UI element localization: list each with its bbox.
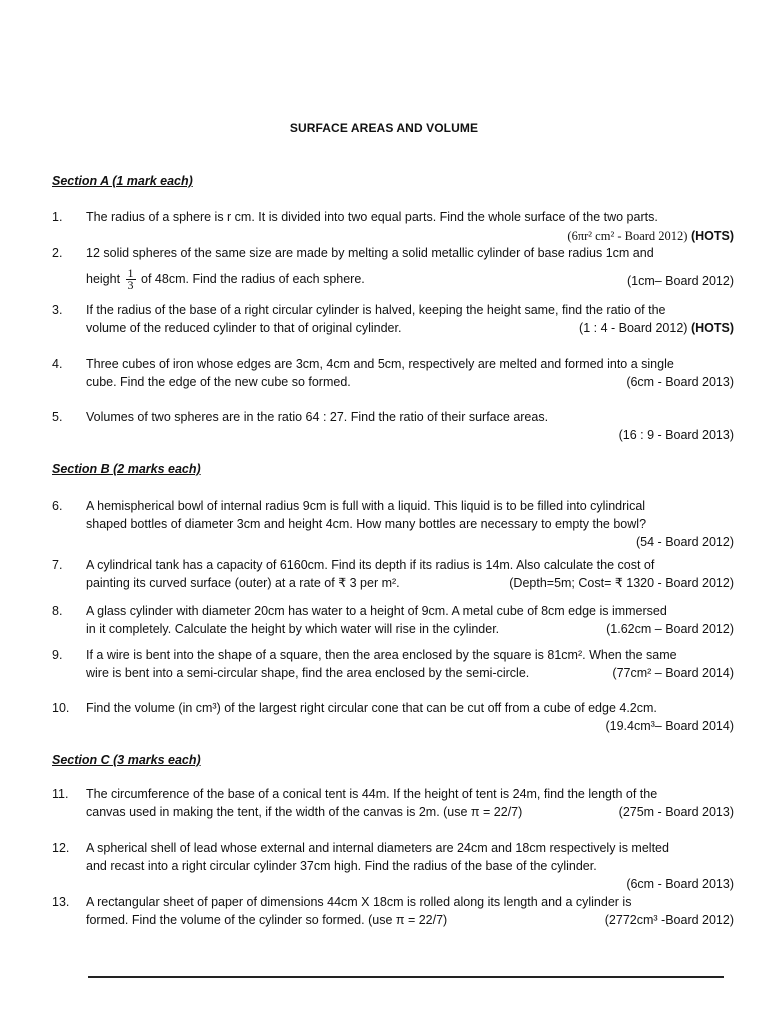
question-text-part: of 48cm. Find the radius of each sphere.	[141, 271, 365, 286]
question-text-part: height	[86, 271, 121, 286]
hots-tag: (HOTS)	[690, 229, 734, 243]
fraction-numerator: 1	[127, 266, 134, 280]
question-number: 2.	[52, 246, 63, 260]
footer-divider	[88, 976, 724, 978]
answer: (19.4cm³– Board 2014)	[605, 719, 734, 733]
question-line: A hemispherical bowl of internal radius 9cm is full with a liquid. This liquid is to be filled into cylindrical	[86, 499, 646, 513]
question-line: cube. Find the edge of the new cube so formed.	[86, 375, 351, 389]
question-number: 8.	[52, 604, 63, 618]
question-number: 1.	[52, 210, 63, 224]
answer	[567, 227, 734, 245]
question-number: 13.	[52, 895, 70, 909]
answer: (Depth=5m; Cost= ₹ 1320 - Board 2012)	[509, 576, 734, 590]
answer: (1.62cm – Board 2012)	[606, 622, 734, 636]
fraction-denominator: 3	[127, 278, 134, 292]
answer	[579, 319, 734, 337]
question-line: A spherical shell of lead whose external and internal diameters are 24cm and 18cm respectively is melted	[86, 841, 669, 855]
question-line: The circumference of the base of a conical tent is 44m. If the height of tent is 24m, find the length of the	[86, 787, 658, 801]
question-number: 7.	[52, 558, 63, 572]
question-number: 12.	[52, 841, 70, 855]
answer: (1cm– Board 2012)	[626, 274, 734, 288]
section-c-heading: Section C (3 marks each)	[52, 753, 201, 767]
answer: (77cm² – Board 2014)	[612, 666, 734, 680]
question-line: in it completely. Calculate the height by which water will rise in the cylinder.	[86, 622, 500, 636]
question-line: and recast into a right circular cylinder 37cm high. Find the radius of the base of the cylinder.	[86, 859, 597, 873]
question-number: 3.	[52, 303, 63, 317]
question-number: 10.	[52, 701, 70, 715]
question-line: If a wire is bent into the shape of a square, then the area enclosed by the square is 81cm². When the same	[86, 648, 677, 662]
section-a-heading: Section A (1 mark each)	[52, 174, 193, 188]
answer: (16 : 9 - Board 2013)	[618, 428, 734, 442]
question-text: Find the volume (in cm³) of the largest right circular cone that can be cut off from a cube of edge 4.2cm.	[86, 701, 657, 715]
answer: (6cm - Board 2013)	[626, 375, 734, 389]
question-text	[86, 497, 734, 533]
answer: (275m - Board 2013)	[618, 805, 734, 819]
question-line: formed. Find the volume of the cylinder so formed. (use π = 22/7)	[86, 913, 448, 927]
question-text	[86, 839, 734, 875]
hots-tag: (HOTS)	[690, 321, 734, 335]
question-line: A cylindrical tank has a capacity of 6160cm. Find its depth if its radius is 14m. Also calculate the cost of	[86, 558, 655, 572]
answer: (6cm - Board 2013)	[626, 877, 734, 891]
question-text: Volumes of two spheres are in the ratio 64 : 27. Find the ratio of their surface areas.	[86, 410, 549, 424]
answer: (2772cm³ -Board 2012)	[604, 913, 734, 927]
question-number: 9.	[52, 648, 63, 662]
question-line: If the radius of the base of a right circular cylinder is halved, keeping the height same, find the ratio of the	[86, 303, 666, 317]
question-number: 4.	[52, 357, 63, 371]
answer-text: (6πr² cm² - Board 2012)	[567, 229, 688, 243]
question-line: painting its curved surface (outer) at a rate of ₹ 3 per m².	[86, 576, 400, 590]
question-line: shaped bottles of diameter 3cm and height 4cm. How many bottles are necessary to empty the bowl?	[86, 517, 647, 531]
question-line: Three cubes of iron whose edges are 3cm, 4cm and 5cm, respectively are melted and formed into a single	[86, 357, 674, 371]
question-line: canvas used in making the tent, if the width of the canvas is 2m. (use π = 22/7)	[86, 805, 523, 819]
section-b-heading: Section B (2 marks each)	[52, 462, 201, 476]
answer-text: (1 : 4 - Board 2012)	[579, 321, 688, 335]
question-line: volume of the reduced cylinder to that of original cylinder.	[86, 321, 402, 335]
question-line: A rectangular sheet of paper of dimensions 44cm X 18cm is rolled along its length and a cylinder is	[86, 895, 632, 909]
fraction	[126, 268, 136, 291]
question-text: The radius of a sphere is r cm. It is divided into two equal parts. Find the whole surface of the two parts.	[86, 210, 658, 224]
question-number: 5.	[52, 410, 63, 424]
question-line: 12 solid spheres of the same size are made by melting a solid metallic cylinder of base radius 1cm and	[86, 246, 654, 260]
question-line: wire is bent into a semi-circular shape, find the area enclosed by the semi-circle.	[86, 666, 530, 680]
question-number: 6.	[52, 499, 63, 513]
question-line: A glass cylinder with diameter 20cm has water to a height of 9cm. A metal cube of 8cm edge is immersed	[86, 604, 667, 618]
page-title: SURFACE AREAS AND VOLUME	[289, 121, 479, 135]
answer: (54 - Board 2012)	[636, 535, 734, 549]
question-number: 11.	[52, 787, 69, 801]
